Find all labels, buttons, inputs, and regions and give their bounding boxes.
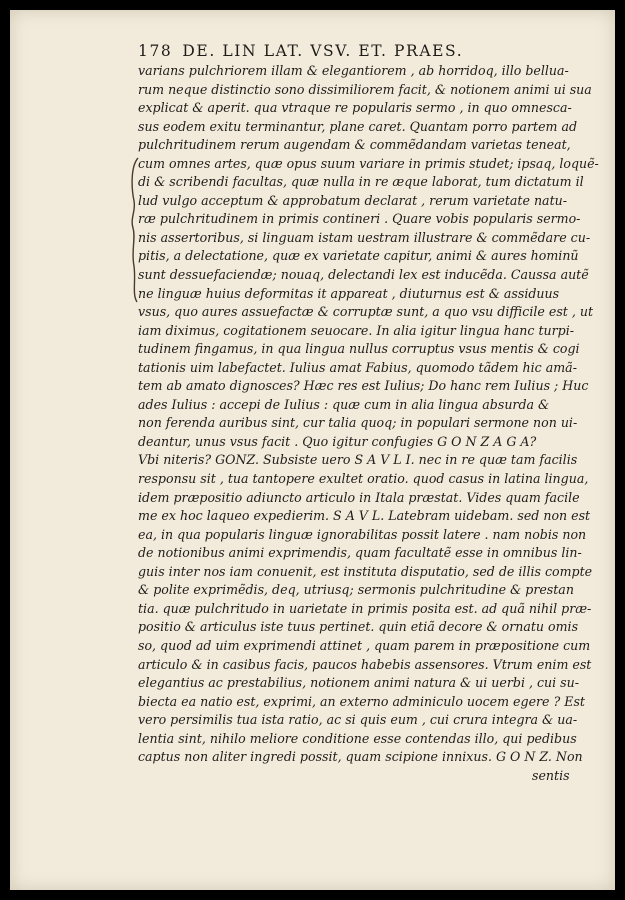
text-line: tationis uim labefactet. Iulius amat Fabius, quomodo tãdem hic amã-: [138, 359, 577, 375]
text-line: me ex hoc laqueo expedierim. S A V L. Latebram uidebam. sed non est: [138, 508, 591, 524]
text-line: tia. quæ pulchritudo in uarietate in primis posita est. ad quã nihil præ-: [138, 600, 592, 616]
text-line: pitis, a delectatione, quæ ex varietate capitur, animi & aures hominũ: [138, 248, 579, 264]
catchword: sentis: [532, 767, 570, 783]
text-line: vero persimilis tua ista ratio, ac si quis eum , cui crura integra & ua-: [138, 712, 578, 728]
text-line: non ferenda auribus sint, cur talia quoq; in populari sermone non ui-: [138, 415, 578, 431]
text-line: ræ pulchritudinem in primis contineri . Quare vobis popularis sermo-: [138, 211, 581, 227]
text-line: sunt dessuefaciendæ; nouaq, delectandi lex est inducẽda. Caussa autẽ: [138, 267, 589, 283]
text-line: tem ab amato dignosces? Hæc res est Iulius; Do hanc rem Iulius ; Huc: [138, 378, 589, 394]
text-line: so, quod ad uim exprimendi attinet , quam parem in præpositione cum: [138, 637, 591, 653]
text-line: ne linguæ huius deformitas it appareat , diuturnus est & assiduus: [138, 285, 560, 301]
text-line: de notionibus animi exprimendis, quam facultatẽ esse in omnibus lin-: [138, 545, 582, 561]
text-line: biecta ea natio est, exprimi, an externo adminiculo uocem egere ? Est: [138, 693, 585, 709]
text-line: lud vulgo acceptum & approbatum declarat , rerum varietate natu-: [138, 192, 567, 208]
text-line: explicat & aperit. qua vtraque re popularis sermo , in quo omnesca-: [138, 100, 572, 116]
text-line: captus non aliter ingredi possit, quam scipione innixus. G O N Z. Non: [138, 749, 583, 765]
text-line: cum omnes artes, quæ opus suum variare in primis studet; ipsaq, loquẽ-: [138, 155, 599, 171]
text-line: rum neque distinctio sono dissimiliorem facit, & notionem animi ui sua: [138, 81, 592, 97]
text-line: lentia sint, nihilo meliore conditione esse contendas illo, qui pedibus: [138, 730, 577, 746]
text-line: tudinem fingamus, in qua lingua nullus corruptus vsus mentis & cogi: [138, 341, 580, 357]
running-title: DE. LIN LAT. VSV. ET. PRAES.: [182, 42, 464, 60]
text-line: ades Iulius : accepi de Iulius : quæ cum in alia lingua absurda &: [138, 396, 550, 412]
text-line: ea, in qua popularis linguæ ignorabilitas possit latere . nam nobis non: [138, 526, 587, 542]
text-line: responsu sit , tua tantopere exultet oratio. quod casus in latina lingua,: [138, 471, 589, 487]
text-line: nis assertoribus, si linguam istam uestram illustrare & commẽdare cu-: [138, 229, 591, 245]
text-line: positio & articulus iste tuus pertinet. quin etiã decore & ornatu omis: [138, 619, 579, 635]
body-text: [138, 62, 598, 767]
page-text: [138, 40, 598, 785]
text-line: & polite exprimẽdis, deq, utriusq; sermonis pulchritudine & prestan: [138, 582, 574, 598]
book-page: [10, 10, 615, 890]
text-line: sus eodem exitu terminantur, plane caret. Quantam porro partem ad: [138, 118, 578, 134]
text-line: varians pulchriorem illam & elegantiorem , ab horridoq, illo bellua-: [138, 63, 569, 78]
text-line: di & scribendi facultas, quæ nulla in re æque laborat, tum dictatum il: [138, 174, 584, 190]
running-header: [138, 40, 598, 62]
text-line: iam diximus, cogitationem seuocare. In alia igitur lingua hanc turpi-: [138, 322, 574, 338]
text-line: articulo & in casibus facis, paucos habebis assensores. Vtrum enim est: [138, 656, 592, 672]
text-line: Vbi niteris? GONZ. Subsiste uero S A V L I. nec in re quæ tam facilis: [138, 452, 578, 468]
page-number: 178: [138, 42, 173, 60]
text-line: deantur, unus vsus facit . Quo igitur confugies G O N Z A G A?: [138, 433, 537, 449]
text-line: guis inter nos iam conuenit, est instituta disputatio, sed de illis compte: [138, 563, 593, 579]
text-line: vsus, quo aures assuefactæ & corruptæ sunt, a quo vsu difficile est , ut: [138, 304, 594, 320]
text-line: elegantius ac prestabilius, notionem animi natura & ui uerbi , cui su-: [138, 675, 580, 691]
text-line: pulchritudinem rerum augendam & commẽdandam varietas teneat,: [138, 137, 571, 153]
text-line: idem præpositio adiuncto articulo in Itala præstat. Vides quam facile: [138, 489, 580, 505]
